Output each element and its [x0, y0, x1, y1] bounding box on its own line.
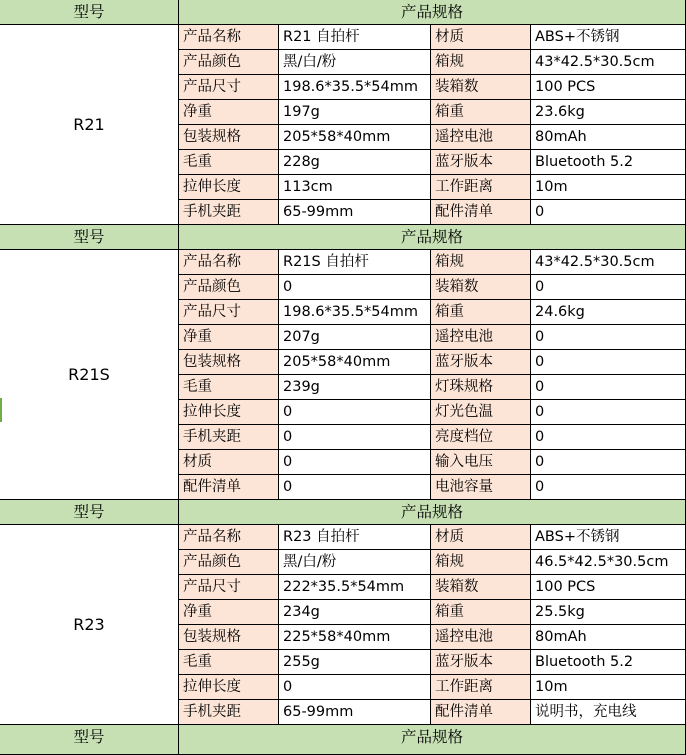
spec-value-cell[interactable]: 207g — [279, 325, 431, 350]
spec-value-cell[interactable]: 0 — [279, 400, 431, 425]
spec-label-cell[interactable]: 毛重 — [179, 150, 279, 175]
spec-value-cell[interactable]: 205*58*40mm — [279, 350, 431, 375]
row-selection-marker — [0, 398, 2, 422]
spec-label-cell[interactable]: 净重 — [179, 325, 279, 350]
spec-value-cell[interactable]: 0 — [531, 350, 686, 375]
spec-value-cell[interactable]: 0 — [279, 425, 431, 450]
spec-value-cell[interactable]: 说明书，充电线 — [531, 700, 686, 725]
spec-label-cell[interactable]: 产品尺寸 — [179, 575, 279, 600]
spec-value-cell[interactable]: 0 — [531, 275, 686, 300]
spec-value-cell[interactable]: R23 自拍杆 — [279, 525, 431, 550]
spec-label-cell[interactable]: 手机夹距 — [179, 200, 279, 225]
spec-label-cell[interactable]: 净重 — [179, 600, 279, 625]
spec-value-cell[interactable]: 24.6kg — [531, 300, 686, 325]
spec-label-cell[interactable]: 蓝牙版本 — [431, 650, 531, 675]
spec-label-cell[interactable]: 遥控电池 — [431, 625, 531, 650]
model-header-cell[interactable]: 型号 — [0, 0, 179, 25]
spec-value-cell[interactable]: R21S 自拍杆 — [279, 250, 431, 275]
spec-value-cell[interactable]: 0 — [531, 400, 686, 425]
spec-label-cell[interactable]: 产品名称 — [179, 25, 279, 50]
spec-label-cell[interactable]: 装箱数 — [431, 75, 531, 100]
spec-value-cell[interactable]: 0 — [531, 200, 686, 225]
spec-label-cell[interactable]: 配件清单 — [431, 200, 531, 225]
spec-label-cell[interactable]: 净重 — [179, 100, 279, 125]
spec-label-cell[interactable]: 蓝牙版本 — [431, 150, 531, 175]
spec-value-cell[interactable]: 46.5*42.5*30.5cm — [531, 550, 686, 575]
spec-label-cell[interactable]: 材质 — [431, 25, 531, 50]
spec-label-cell[interactable]: 产品尺寸 — [179, 300, 279, 325]
model-header-cell[interactable]: 型号 — [0, 500, 179, 525]
spec-value-cell[interactable]: 0 — [279, 675, 431, 700]
spec-label-cell[interactable]: 配件清单 — [431, 700, 531, 725]
spec-value-cell[interactable]: 222*35.5*54mm — [279, 575, 431, 600]
spec-label-cell[interactable]: 毛重 — [179, 375, 279, 400]
spec-label-cell[interactable]: 电池容量 — [431, 475, 531, 500]
spec-value-cell[interactable]: 10m — [531, 175, 686, 200]
spec-label-cell[interactable]: 手机夹距 — [179, 425, 279, 450]
spec-value-cell[interactable]: R21 自拍杆 — [279, 25, 431, 50]
spec-value-cell[interactable]: 0 — [531, 325, 686, 350]
model-name-cell[interactable]: R21 — [0, 25, 179, 225]
spec-label-cell[interactable]: 毛重 — [179, 650, 279, 675]
spec-label-cell[interactable]: 产品颜色 — [179, 275, 279, 300]
spec-label-cell[interactable]: 遥控电池 — [431, 325, 531, 350]
spec-label-cell[interactable]: 拉伸长度 — [179, 400, 279, 425]
spec-value-cell[interactable]: 43*42.5*30.5cm — [531, 50, 686, 75]
spec-label-cell[interactable]: 材质 — [179, 450, 279, 475]
spec-value-cell[interactable]: 65-99mm — [279, 700, 431, 725]
spec-value-cell[interactable]: 43*42.5*30.5cm — [531, 250, 686, 275]
spec-value-cell[interactable]: 65-99mm — [279, 200, 431, 225]
spec-value-cell[interactable]: 0 — [531, 450, 686, 475]
spec-label-cell[interactable]: 产品尺寸 — [179, 75, 279, 100]
spec-header-cell[interactable]: 产品规格 — [179, 225, 686, 250]
spec-value-cell[interactable]: ABS+不锈钢 — [531, 525, 686, 550]
spec-value-cell[interactable]: 100 PCS — [531, 75, 686, 100]
spec-value-cell[interactable]: 25.5kg — [531, 600, 686, 625]
spec-label-cell[interactable]: 灯珠规格 — [431, 375, 531, 400]
spec-value-cell[interactable]: 100 PCS — [531, 575, 686, 600]
spec-label-cell[interactable]: 灯光色温 — [431, 400, 531, 425]
spec-value-cell[interactable]: 0 — [531, 475, 686, 500]
spec-value-cell[interactable]: 0 — [279, 475, 431, 500]
spec-value-cell[interactable]: 黑/白/粉 — [279, 550, 431, 575]
spec-value-cell[interactable]: 255g — [279, 650, 431, 675]
spec-label-cell[interactable]: 产品名称 — [179, 525, 279, 550]
spec-value-cell[interactable]: 80mAh — [531, 125, 686, 150]
spec-value-cell[interactable]: 228g — [279, 150, 431, 175]
spec-value-cell[interactable]: Bluetooth 5.2 — [531, 650, 686, 675]
spec-label-cell[interactable]: 箱重 — [431, 600, 531, 625]
spec-header-cell[interactable]: 产品规格 — [179, 725, 686, 755]
spec-label-cell[interactable]: 产品颜色 — [179, 550, 279, 575]
spec-label-cell[interactable]: 装箱数 — [431, 275, 531, 300]
spec-value-cell[interactable]: 234g — [279, 600, 431, 625]
spec-label-cell[interactable]: 工作距离 — [431, 175, 531, 200]
spec-label-cell[interactable]: 拉伸长度 — [179, 175, 279, 200]
spec-header-cell[interactable]: 产品规格 — [179, 0, 686, 25]
spec-value-cell[interactable]: 0 — [531, 375, 686, 400]
spec-label-cell[interactable]: 配件清单 — [179, 475, 279, 500]
spec-value-cell[interactable]: 黑/白/粉 — [279, 50, 431, 75]
spec-label-cell[interactable]: 输入电压 — [431, 450, 531, 475]
spec-value-cell[interactable]: 80mAh — [531, 625, 686, 650]
spec-value-cell[interactable]: 205*58*40mm — [279, 125, 431, 150]
spec-value-cell[interactable]: 23.6kg — [531, 100, 686, 125]
spec-value-cell[interactable]: 0 — [279, 275, 431, 300]
spec-label-cell[interactable]: 产品颜色 — [179, 50, 279, 75]
spec-label-cell[interactable]: 产品名称 — [179, 250, 279, 275]
spec-header-cell[interactable]: 产品规格 — [179, 500, 686, 525]
spec-label-cell[interactable]: 蓝牙版本 — [431, 350, 531, 375]
spec-label-cell[interactable]: 装箱数 — [431, 575, 531, 600]
spec-value-cell[interactable]: 198.6*35.5*54mm — [279, 300, 431, 325]
spec-label-cell[interactable]: 工作距离 — [431, 675, 531, 700]
spec-value-cell[interactable]: Bluetooth 5.2 — [531, 150, 686, 175]
spec-value-cell[interactable]: 113cm — [279, 175, 431, 200]
spec-label-cell[interactable]: 箱规 — [431, 250, 531, 275]
spec-value-cell[interactable]: 198.6*35.5*54mm — [279, 75, 431, 100]
spec-label-cell[interactable]: 箱规 — [431, 50, 531, 75]
spec-label-cell[interactable]: 材质 — [431, 525, 531, 550]
model-header-cell[interactable]: 型号 — [0, 725, 179, 755]
spec-label-cell[interactable]: 遥控电池 — [431, 125, 531, 150]
spec-value-cell[interactable]: 197g — [279, 100, 431, 125]
spec-label-cell[interactable]: 包装规格 — [179, 625, 279, 650]
spec-label-cell[interactable]: 箱重 — [431, 100, 531, 125]
spec-value-cell[interactable]: 0 — [279, 450, 431, 475]
spec-label-cell[interactable]: 手机夹距 — [179, 700, 279, 725]
model-header-cell[interactable]: 型号 — [0, 225, 179, 250]
spec-value-cell[interactable]: 225*58*40mm — [279, 625, 431, 650]
spec-value-cell[interactable]: 239g — [279, 375, 431, 400]
spec-label-cell[interactable]: 亮度档位 — [431, 425, 531, 450]
model-name-cell[interactable]: R23 — [0, 525, 179, 725]
spec-label-cell[interactable]: 箱规 — [431, 550, 531, 575]
spec-value-cell[interactable]: ABS+不锈钢 — [531, 25, 686, 50]
model-name-cell[interactable]: R21S — [0, 250, 179, 500]
spec-label-cell[interactable]: 包装规格 — [179, 350, 279, 375]
spec-label-cell[interactable]: 拉伸长度 — [179, 675, 279, 700]
spec-value-cell[interactable]: 0 — [531, 425, 686, 450]
spec-label-cell[interactable]: 箱重 — [431, 300, 531, 325]
spec-value-cell[interactable]: 10m — [531, 675, 686, 700]
spec-label-cell[interactable]: 包装规格 — [179, 125, 279, 150]
